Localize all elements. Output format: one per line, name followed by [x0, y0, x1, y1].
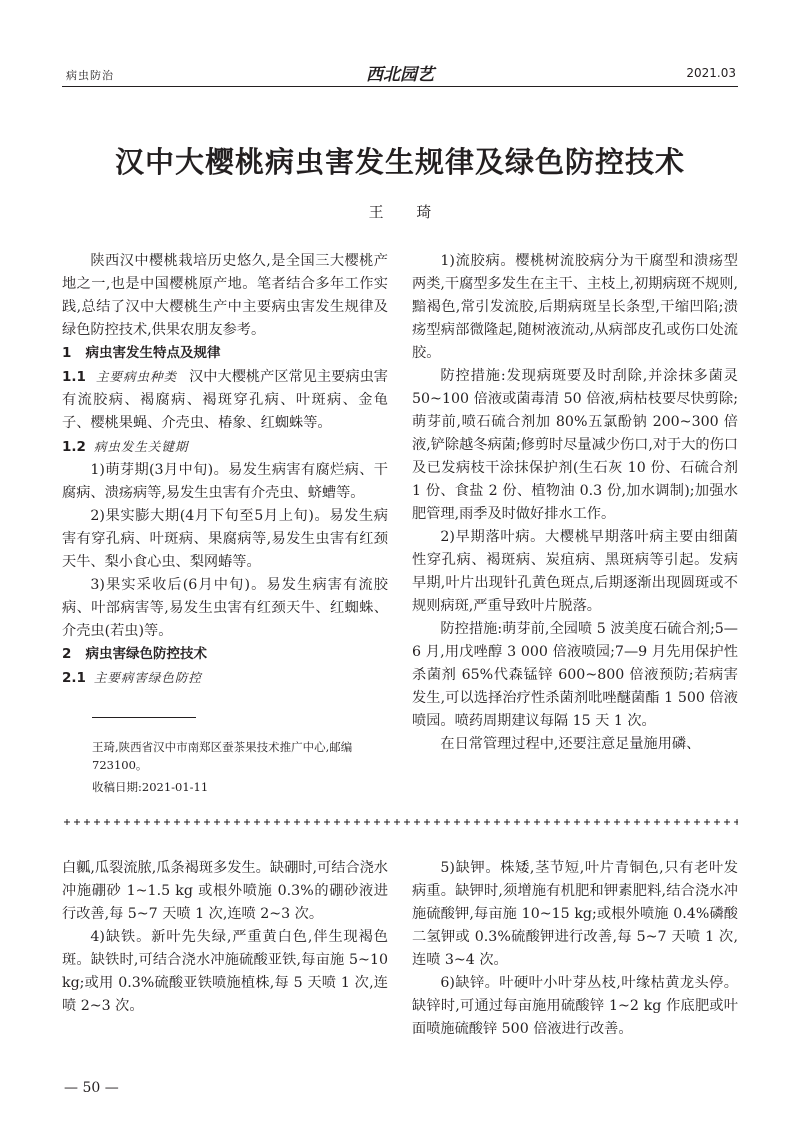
paragraph: 3)果实采收后(6月中旬)。易发生病害有流胶病、叶部病害等,易发生虫害有红颈天牛、红蜘蛛、介壳虫(若虫)等。	[62, 577, 388, 639]
section-label: 病虫防治	[66, 69, 114, 82]
footnote-rule	[92, 717, 196, 718]
article-separator	[62, 817, 738, 827]
column-left-bottom	[62, 857, 388, 1018]
received-date: 收稿日期:2021-01-11	[92, 780, 209, 794]
paragraph: 6)缺锌。叶硬叶小叶芽丛枝,叶缘枯黄龙头停。缺锌时,可通过每亩施用硫酸锌 1~2 kg 作底肥或叶面喷施硫酸锌 500 倍液进行改善。	[412, 975, 738, 1037]
paragraph: 2)果实膨大期(4月下旬至5月上旬)。易发生病害有穿孔病、叶斑病、果腐病等,易发生虫害有红颈天牛、梨小食心虫、梨网蝽等。	[62, 508, 388, 570]
intro-paragraph: 陕西汉中樱桃栽培历史悠久,是全国三大樱桃产地之一,也是中国樱桃原产地。笔者结合多年工作实践,总结了汉中大樱桃生产中主要病虫害发生规律及绿色防控技术,供果农朋友参考。	[62, 253, 388, 338]
footnote	[92, 738, 388, 796]
section-number: 2	[62, 646, 72, 662]
subsection-1-2-heading	[62, 435, 388, 459]
paragraph: 防控措施:发现病斑要及时刮除,并涂抹多菌灵 50~100 倍液或菌毒清 50 倍液,病枯枝要尽快剪除;萌芽前,喷石硫合剂加 80%五氯酚钠 200~300 倍液,铲除越冬病菌;修剪时尽量减少伤口,对于大的伤口及已发病枝干涂抹保护剂(生石灰 10 份、石硫合剂 1 份、食盐 2 份、植物油 0.3 份,加水调制);加强水肥管理,雨季及时做好排水工作。	[412, 368, 738, 522]
subsection-title: 主要病虫种类	[95, 369, 178, 384]
column-left-top	[62, 250, 388, 690]
subsection-title: 主要病害绿色防控	[93, 670, 202, 685]
header-rule	[62, 86, 738, 87]
section-title: 病虫害发生特点及规律	[85, 345, 221, 361]
article-title: 汉中大樱桃病虫害发生规律及绿色防控技术	[114, 145, 685, 179]
column-right-top	[412, 250, 738, 756]
paragraph: 在日常管理过程中,还要注意足量施用磷、	[440, 736, 701, 752]
section-1-heading	[62, 342, 388, 365]
subsection-number: 2.1	[62, 670, 86, 686]
issue-number: 2021.03	[686, 66, 736, 80]
article-author: 王 琦	[368, 203, 446, 221]
paragraph: 2)早期落叶病。大樱桃早期落叶病主要由细菌性穿孔病、褐斑病、炭疽病、黑斑病等引起。发病早期,叶片出现针孔黄色斑点,后期逐渐出现圆斑或不规则病斑,严重导致叶片脱落。	[412, 529, 738, 614]
subsection-number: 1.1	[62, 369, 86, 385]
subsection-number: 1.2	[62, 439, 86, 455]
section-2-heading	[62, 643, 388, 666]
paragraph: 1)萌芽期(3月中旬)。易发生病害有腐烂病、干腐病、溃疡病等,易发生虫害有介壳虫、蛴螬等。	[62, 462, 388, 501]
subsection-2-1-heading	[62, 666, 388, 690]
page-number: — 50 —	[64, 1080, 119, 1096]
subsection-text: 汉中大樱桃产区常见主要病虫害有流胶病、褐腐病、褐斑穿孔病、叶斑病、金龟子、樱桃果蝇、介壳虫、椿象、红蜘蛛等。	[62, 369, 388, 431]
paragraph: 5)缺钾。株矮,茎节短,叶片青铜色,只有老叶发病重。缺钾时,须增施有机肥和钾素肥料,结合浇水冲施硫酸钾,每亩施 10~15 kg;或根外喷施 0.4%磷酸二氢钾或 0.3%硫酸钾进行改善,每 5~7 天喷 1 次,连喷 3~4 次。	[412, 860, 738, 968]
paragraph: 4)缺铁。新叶先失绿,严重黄白色,伴生现褐色斑。缺铁时,可结合浇水冲施硫酸亚铁,每亩施 5~10 kg;或用 0.3%硫酸亚铁喷施植株,每 5 天喷 1 次,连喷 2~3 次。	[62, 929, 388, 1014]
paragraph: 1)流胶病。樱桃树流胶病分为干腐型和溃疡型两类,干腐型多发生在主干、主枝上,初期病斑不规则,黯褐色,常引发流胶,后期病斑呈长条型,干缩凹陷;溃疡型病部微隆起,随树液流动,从病部皮孔或伤口处流胶。	[412, 253, 738, 361]
paragraph: 防控措施:萌芽前,全园喷 5 波美度石硫合剂;5—6 月,用戊唑醇 3 000 倍液喷园;7—9 月先用保护性杀菌剂 65%代森锰锌 600~800 倍液预防;若病害发生,可以选择治疗性杀菌剂吡唑醚菌酯 1 500 倍液喷园。喷药周期建议每隔 15 天 1 次。	[412, 621, 738, 729]
section-title: 病虫害绿色防控技术	[85, 646, 208, 662]
paragraph: 白瓤,瓜裂流脓,瓜条褐斑多发生。缺硼时,可结合浇水冲施硼砂 1~1.5 kg 或根外喷施 0.3%的硼砂液进行改善,每 5~7 天喷 1 次,连喷 2~3 次。	[62, 860, 388, 922]
subsection-title: 病虫发生关键期	[93, 439, 189, 454]
section-number: 1	[62, 345, 72, 361]
journal-name: 西北园艺	[366, 65, 434, 85]
author-affiliation: 王琦,陕西省汉中市南郑区蚕茶果技术推广中心,邮编 723100。	[92, 740, 353, 772]
column-right-bottom	[412, 857, 738, 1041]
subsection-1-1	[62, 365, 388, 435]
